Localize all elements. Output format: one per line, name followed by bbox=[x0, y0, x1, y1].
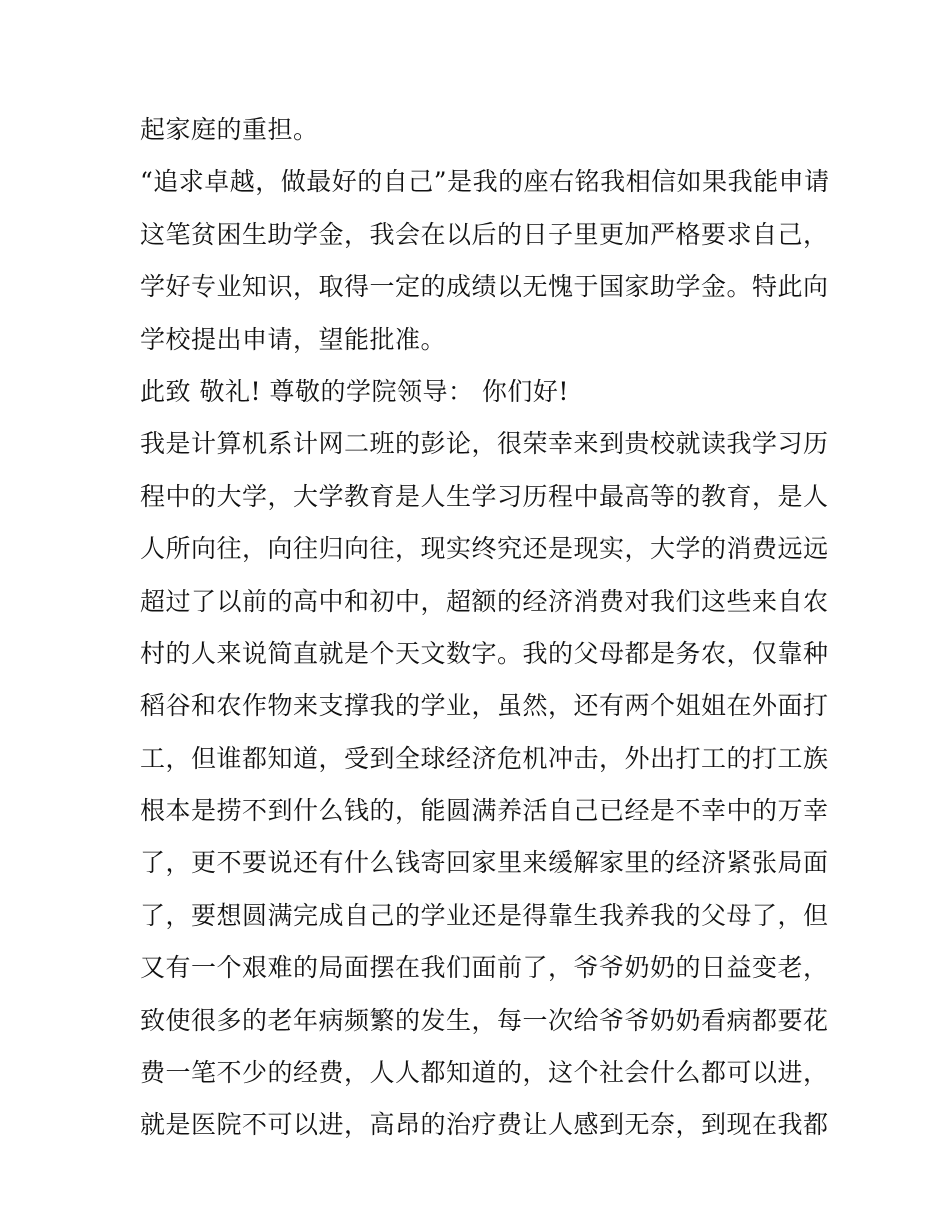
text-line: “追求卓越，做最好的自己”是我的座右铭我相信如果我能申请 bbox=[140, 167, 830, 197]
text-line: 超过了以前的高中和初中，超额的经济消费对我们这些来自农 bbox=[140, 586, 829, 616]
text-line: 学好专业知识，取得一定的成绩以无愧于国家助学金。特此向 bbox=[140, 272, 829, 302]
text-line: 学校提出申请，望能批准。 bbox=[140, 324, 447, 354]
text-line: 了，更不要说还有什么钱寄回家里来缓解家里的经济紧张局面 bbox=[140, 848, 829, 878]
text-line: 致使很多的老年病频繁的发生，每一次给爷爷奶奶看病都要花 bbox=[140, 1005, 829, 1035]
text-line: 人所向往，向往归向往，现实终究还是现实，大学的消费远远 bbox=[140, 534, 829, 564]
text-line: 又有一个艰难的局面摆在我们面前了，爷爷奶奶的日益变老， bbox=[140, 953, 829, 983]
text-line: 程中的大学，大学教育是人生学习历程中最高等的教育，是人 bbox=[140, 481, 829, 511]
text-line: 此致 敬礼! 尊敬的学院领导： 你们好! bbox=[140, 376, 569, 406]
body-text bbox=[140, 104, 830, 1152]
text-line: 工，但谁都知道，受到全球经济危机冲击，外出打工的打工族 bbox=[140, 743, 829, 773]
text-line: 了，要想圆满完成自己的学业还是得靠生我养我的父母了，但 bbox=[140, 900, 829, 930]
text-line: 根本是捞不到什么钱的，能圆满养活自己已经是不幸中的万幸 bbox=[140, 796, 829, 826]
text-line: 我是计算机系计网二班的彭论，很荣幸来到贵校就读我学习历 bbox=[140, 429, 829, 459]
text-line: 这笔贫困生助学金，我会在以后的日子里更加严格要求自己， bbox=[140, 219, 829, 249]
text-line: 费一笔不少的经费，人人都知道的，这个社会什么都可以进， bbox=[140, 1058, 829, 1088]
text-line: 起家庭的重担。 bbox=[140, 115, 319, 144]
text-line: 就是医院不可以进，高昂的治疗费让人感到无奈，到现在我都 bbox=[140, 1110, 829, 1140]
text-line: 稻谷和农作物来支撑我的学业，虽然，还有两个姐姐在外面打 bbox=[140, 691, 829, 721]
text-line: 村的人来说简直就是个天文数字。我的父母都是务农，仅靠种 bbox=[140, 638, 829, 668]
